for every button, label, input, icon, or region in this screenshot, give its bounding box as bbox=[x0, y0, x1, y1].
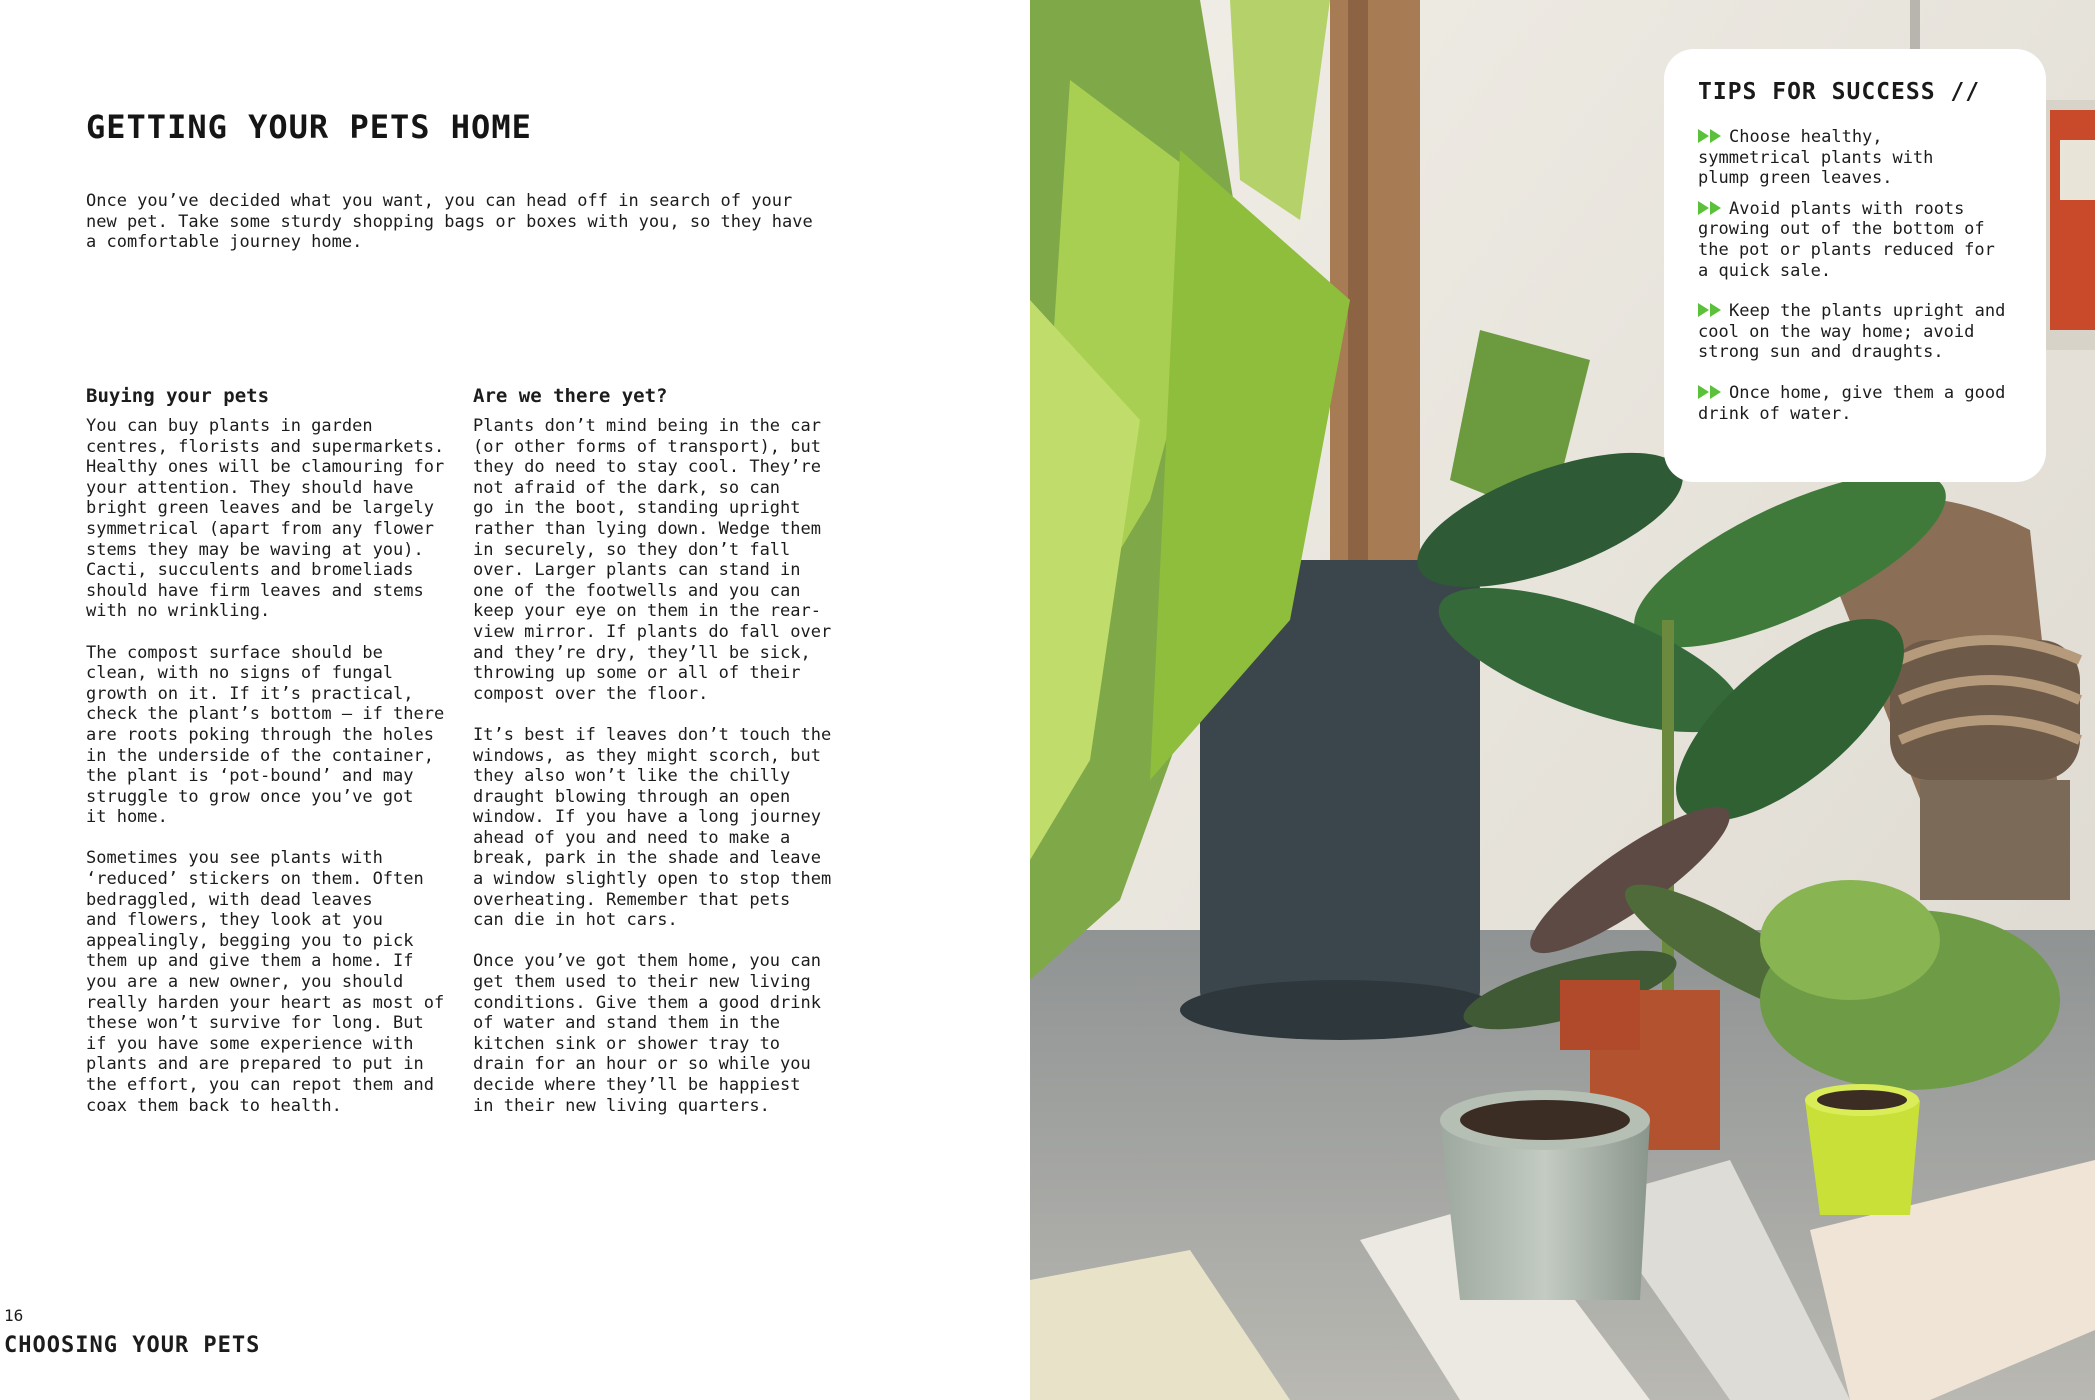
tip-text: Keep the plants upright and cool on the way home; avoid strong sun and draughts. bbox=[1698, 301, 2006, 363]
tips-list bbox=[1698, 127, 2012, 424]
tip-item bbox=[1698, 199, 2012, 281]
tip-item bbox=[1698, 383, 2012, 424]
tip-item bbox=[1698, 127, 2012, 189]
double-arrow-icon bbox=[1698, 200, 1723, 214]
column-paragraph: The compost surface should be clean, with no signs of fungal growth on it. If it’s practical, check the plant’s bottom – if there are roots poking through the holes in the underside of the container, the plant is ‘pot-bound’ and may struggle to grow once you’ve got it home. bbox=[86, 642, 445, 828]
column-paragraph: You can buy plants in garden centres, florists and supermarkets. Healthy ones will be clamouring for your attention. They should have bright green leaves and be largely symmetrical (apart from any flower stems they may be waving at you). Cacti, succulents and bromeliads should have firm leaves and stems with no wrinkling. bbox=[86, 416, 445, 622]
left-page bbox=[0, 0, 1030, 1400]
intro-paragraph: Once you’ve decided what you want, you can head off in search of your new pet. Take some sturdy shopping bags or boxes with you, so they have a comfortable journey home. bbox=[86, 191, 813, 253]
column-paragraph: It’s best if leaves don’t touch the windows, as they might scorch, but they also won’t like the chilly draught blowing through an open window. If you have a long journey ahead of you and need to make a break, park in the shade and leave a window slightly open to stop them overheating. Remember that pets can die in hot cars. bbox=[473, 724, 832, 931]
page-number: 16 bbox=[4, 1306, 24, 1325]
column-heading: Are we there yet? bbox=[473, 385, 668, 407]
tips-card bbox=[1664, 49, 2046, 482]
column-are-we-there-yet bbox=[473, 385, 873, 1137]
column-buying-your-pets bbox=[86, 385, 466, 1137]
column-paragraph: Once you’ve got them home, you can get them used to their new living conditions. Give them a good drink of water and stand them in the kitchen sink or shower tray to drain for an hour or so while you decide where they’ll be happiest in their new living quarters. bbox=[473, 951, 821, 1116]
column-paragraph: Sometimes you see plants with ‘reduced’ stickers on them. Often bedraggled, with dead leaves and flowers, they look at you appealingly, begging you to pick them up and give them a home. If you are a new owner, you should really harden your heart as most of these won’t survive for long. But if you have some experience with plants and are prepared to put in the effort, you can repot them and coax them back to health. bbox=[86, 848, 445, 1116]
page-title: GETTING YOUR PETS HOME bbox=[86, 108, 532, 146]
column-heading: Buying your pets bbox=[86, 385, 270, 407]
tip-text: Avoid plants with roots growing out of the bottom of the pot or plants reduced for a quick sale. bbox=[1698, 198, 1995, 281]
column-paragraph: Plants don’t mind being in the car (or other forms of transport), but they do need to stay cool. They’re not afraid of the dark, so can go in the boot, standing upright rather than lying down. Wedge them in securely, so they don’t fall over. Larger plants can stand in one of the footwells and you can keep your eye on them in the rear- view mirror. If plants do fall over and they’re dry, they’ll be sick, throwing up some or all of their compost over the floor. bbox=[473, 416, 832, 704]
double-arrow-icon bbox=[1698, 128, 1723, 142]
double-arrow-icon bbox=[1698, 302, 1723, 316]
section-label: CHOOSING YOUR PETS bbox=[4, 1333, 261, 1358]
tip-text: Choose healthy, symmetrical plants with plump green leaves. bbox=[1698, 127, 1934, 189]
tips-title: TIPS FOR SUCCESS // bbox=[1698, 79, 1981, 105]
tip-text: Once home, give them a good drink of water. bbox=[1698, 382, 2006, 424]
double-arrow-icon bbox=[1698, 384, 1723, 398]
tip-item bbox=[1698, 301, 2012, 363]
